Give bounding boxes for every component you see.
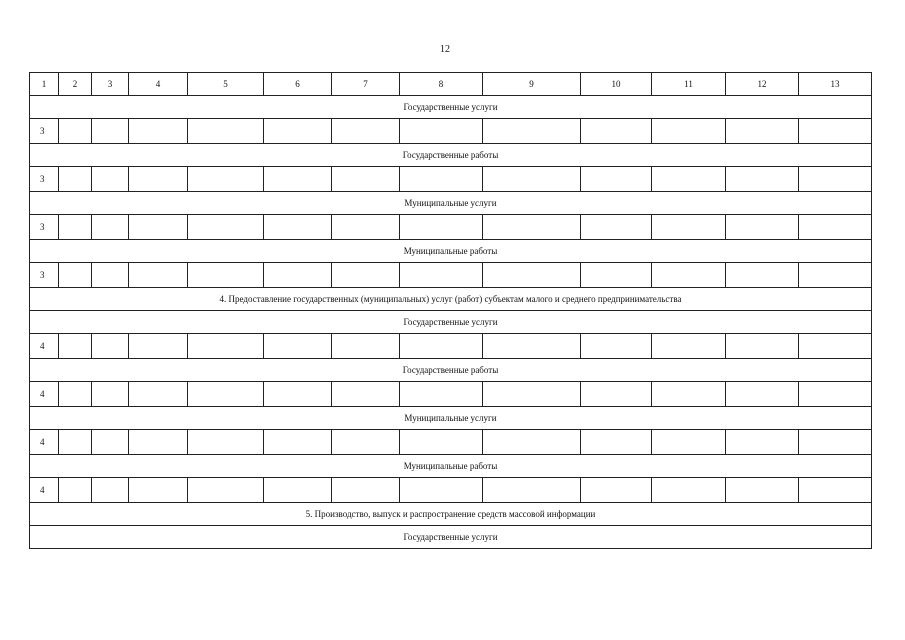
table-cell xyxy=(332,430,400,455)
table-cell xyxy=(129,334,188,359)
row-number-cell: 3 xyxy=(30,119,59,144)
table-cell xyxy=(726,167,799,192)
table-cell xyxy=(400,119,483,144)
table-cell xyxy=(400,215,483,240)
data-table xyxy=(29,72,872,549)
table-cell xyxy=(129,119,188,144)
table-cell xyxy=(726,430,799,455)
table-cell xyxy=(799,167,872,192)
column-header: 12 xyxy=(726,73,799,96)
table-cell xyxy=(726,478,799,503)
section-title: Муниципальные работы xyxy=(30,240,872,263)
table-cell xyxy=(264,382,332,407)
table-cell xyxy=(92,430,129,455)
table-cell xyxy=(59,334,92,359)
row-number-cell: 3 xyxy=(30,215,59,240)
table-cell xyxy=(129,263,188,288)
table-cell xyxy=(92,119,129,144)
table-cell xyxy=(92,478,129,503)
table-cell xyxy=(264,430,332,455)
row-number-cell: 3 xyxy=(30,263,59,288)
table-cell xyxy=(59,215,92,240)
section-row xyxy=(30,311,872,334)
section-title: 5. Производство, выпуск и распространение средств массовой информации xyxy=(30,503,872,526)
section-title: 4. Предоставление государственных (муниципальных) услуг (работ) субъектам малого и среднего предпринимательства xyxy=(30,288,872,311)
section-title: Муниципальные услуги xyxy=(30,407,872,430)
column-header: 10 xyxy=(581,73,652,96)
table-cell xyxy=(799,382,872,407)
table-cell xyxy=(483,334,581,359)
table-cell xyxy=(400,167,483,192)
column-header: 8 xyxy=(400,73,483,96)
table-cell xyxy=(188,430,264,455)
table-cell xyxy=(264,167,332,192)
table-cell xyxy=(264,334,332,359)
table-cell xyxy=(129,167,188,192)
table-cell xyxy=(332,334,400,359)
column-header: 2 xyxy=(59,73,92,96)
table-cell xyxy=(92,167,129,192)
table-cell xyxy=(483,430,581,455)
table-row xyxy=(30,334,872,359)
table-cell xyxy=(652,478,726,503)
table-cell xyxy=(188,167,264,192)
table-row xyxy=(30,215,872,240)
table-cell xyxy=(652,215,726,240)
table-cell xyxy=(188,382,264,407)
table-cell xyxy=(581,382,652,407)
table-cell xyxy=(332,167,400,192)
table-cell xyxy=(92,334,129,359)
row-number-cell: 4 xyxy=(30,382,59,407)
table-cell xyxy=(581,430,652,455)
table-cell xyxy=(332,382,400,407)
table-cell xyxy=(129,478,188,503)
section-row xyxy=(30,359,872,382)
table-cell xyxy=(799,430,872,455)
row-number-cell: 4 xyxy=(30,478,59,503)
table-cell xyxy=(652,382,726,407)
table-cell xyxy=(483,167,581,192)
table-cell xyxy=(400,382,483,407)
row-number-cell: 4 xyxy=(30,334,59,359)
table-cell xyxy=(92,263,129,288)
table-cell xyxy=(483,215,581,240)
table-cell xyxy=(726,334,799,359)
table-cell xyxy=(188,119,264,144)
section-row xyxy=(30,455,872,478)
section-title: Государственные работы xyxy=(30,359,872,382)
table-cell xyxy=(400,334,483,359)
table-cell xyxy=(799,215,872,240)
table-cell xyxy=(188,263,264,288)
table-cell xyxy=(400,478,483,503)
table-cell xyxy=(188,334,264,359)
section-row xyxy=(30,240,872,263)
table-body xyxy=(30,73,872,549)
table-cell xyxy=(59,478,92,503)
table-cell xyxy=(483,478,581,503)
table-cell xyxy=(799,263,872,288)
table-cell xyxy=(652,119,726,144)
page-number: 12 xyxy=(440,44,450,55)
column-header: 6 xyxy=(264,73,332,96)
row-number-cell: 4 xyxy=(30,430,59,455)
table-cell xyxy=(129,215,188,240)
table-cell xyxy=(129,382,188,407)
table-cell xyxy=(581,263,652,288)
column-header: 5 xyxy=(188,73,264,96)
table-cell xyxy=(483,119,581,144)
section-title: Муниципальные работы xyxy=(30,455,872,478)
column-header: 7 xyxy=(332,73,400,96)
table-cell xyxy=(332,263,400,288)
section-title: Государственные услуги xyxy=(30,526,872,549)
table-cell xyxy=(332,215,400,240)
table-cell xyxy=(652,167,726,192)
table-row xyxy=(30,263,872,288)
table-cell xyxy=(264,478,332,503)
table-row xyxy=(30,119,872,144)
section-title: Государственные услуги xyxy=(30,311,872,334)
table-cell xyxy=(92,215,129,240)
table-cell xyxy=(59,382,92,407)
table-cell xyxy=(400,430,483,455)
table-cell xyxy=(581,334,652,359)
table-cell xyxy=(726,263,799,288)
section-row xyxy=(30,503,872,526)
table-cell xyxy=(264,119,332,144)
column-header: 9 xyxy=(483,73,581,96)
table-cell xyxy=(799,334,872,359)
table-row xyxy=(30,478,872,503)
table-cell xyxy=(59,167,92,192)
table-cell xyxy=(581,119,652,144)
column-header: 1 xyxy=(30,73,59,96)
column-header: 13 xyxy=(799,73,872,96)
table-cell xyxy=(652,263,726,288)
section-row xyxy=(30,192,872,215)
table-cell xyxy=(483,263,581,288)
table-cell xyxy=(188,478,264,503)
row-number-cell: 3 xyxy=(30,167,59,192)
table-row xyxy=(30,430,872,455)
table-cell xyxy=(799,478,872,503)
column-header: 4 xyxy=(129,73,188,96)
table-cell xyxy=(188,215,264,240)
table-cell xyxy=(59,263,92,288)
table-cell xyxy=(726,382,799,407)
section-row xyxy=(30,96,872,119)
table-cell xyxy=(581,478,652,503)
section-row xyxy=(30,288,872,311)
section-row xyxy=(30,526,872,549)
table-cell xyxy=(332,119,400,144)
section-row xyxy=(30,144,872,167)
section-row xyxy=(30,407,872,430)
table-cell xyxy=(581,215,652,240)
table-row xyxy=(30,167,872,192)
section-title: Государственные услуги xyxy=(30,96,872,119)
table-cell xyxy=(581,167,652,192)
column-header: 3 xyxy=(92,73,129,96)
table-row xyxy=(30,382,872,407)
table-cell xyxy=(129,430,188,455)
table-cell xyxy=(652,430,726,455)
table-cell xyxy=(652,334,726,359)
table-cell xyxy=(264,263,332,288)
table-cell xyxy=(59,430,92,455)
section-title: Государственные работы xyxy=(30,144,872,167)
table-cell xyxy=(332,478,400,503)
table-cell xyxy=(726,119,799,144)
table-cell xyxy=(726,215,799,240)
table-cell xyxy=(799,119,872,144)
column-header: 11 xyxy=(652,73,726,96)
table-cell xyxy=(59,119,92,144)
table-cell xyxy=(264,215,332,240)
table-cell xyxy=(483,382,581,407)
table-cell xyxy=(400,263,483,288)
table-cell xyxy=(92,382,129,407)
section-title: Муниципальные услуги xyxy=(30,192,872,215)
header-row xyxy=(30,73,872,96)
